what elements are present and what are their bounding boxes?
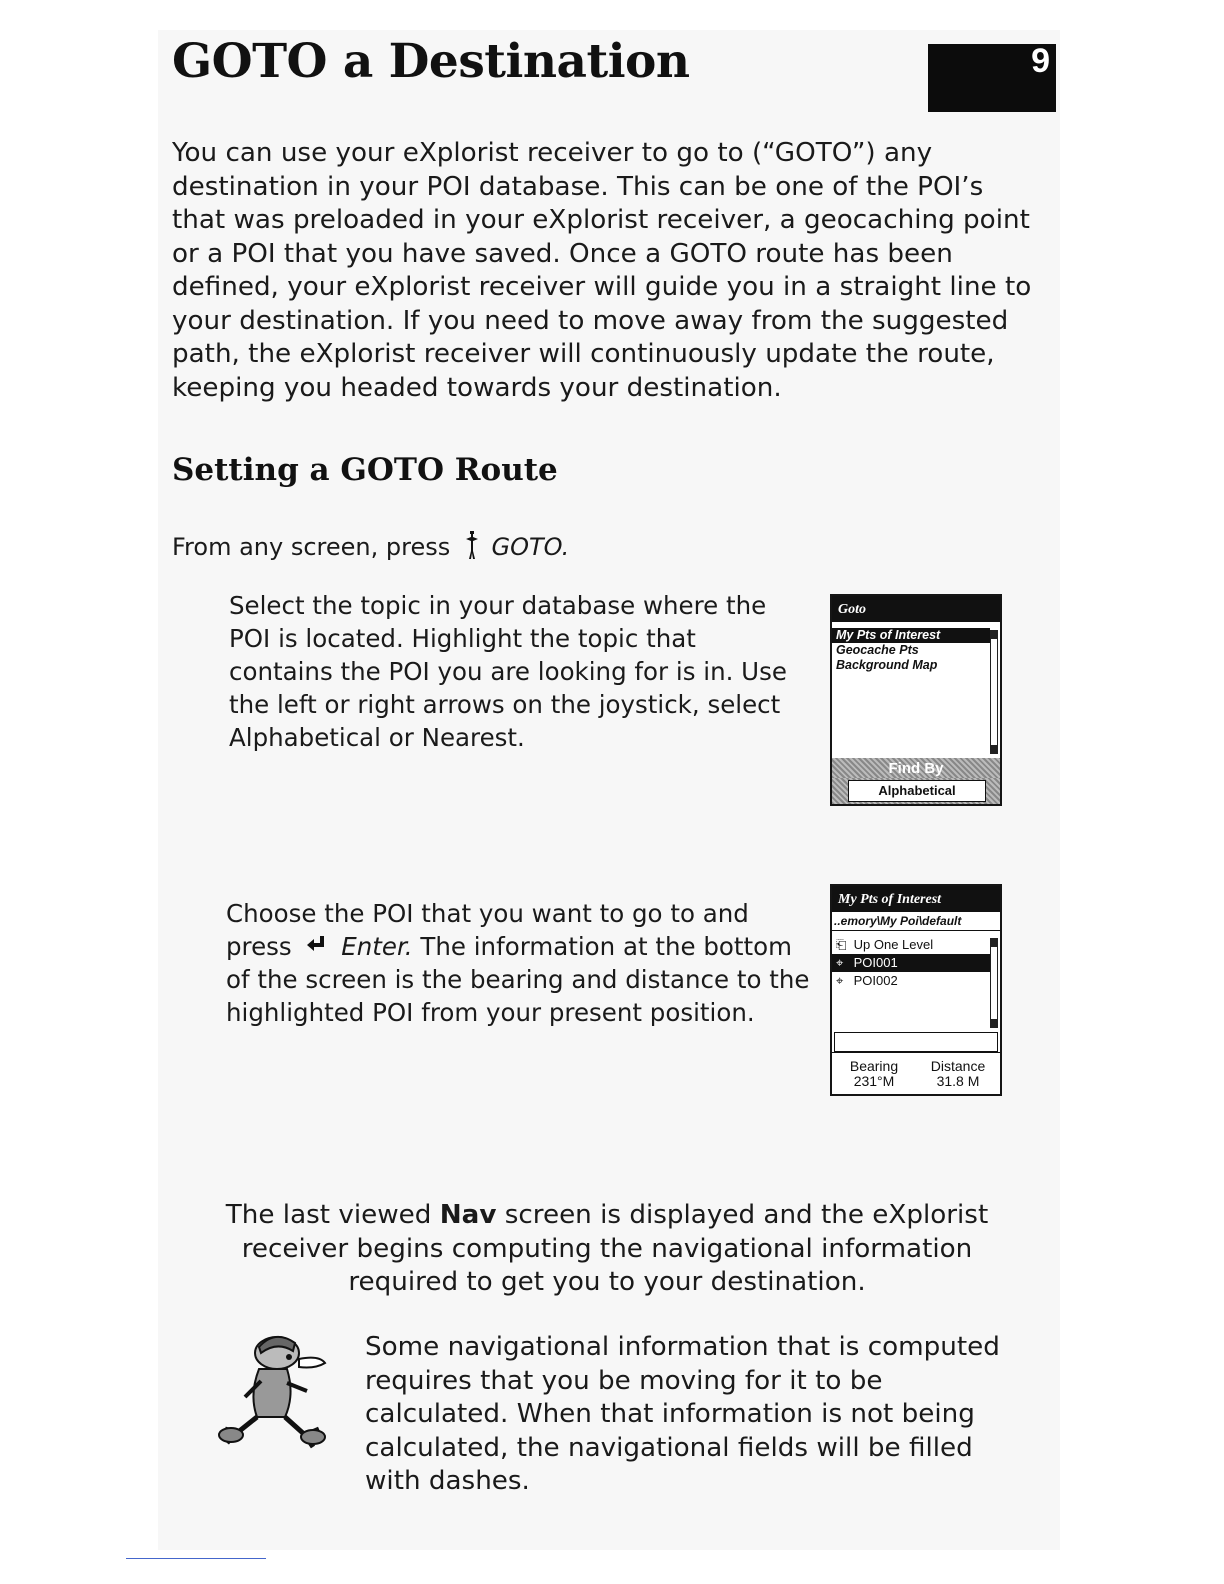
poi-scrollbar[interactable] — [990, 938, 998, 1028]
goto-key-icon — [464, 531, 480, 570]
find-by-label: Find By — [832, 758, 1000, 778]
topic-item[interactable]: Background Map — [836, 658, 938, 672]
topic-scrollbar[interactable] — [990, 630, 998, 754]
distance-value: 31.8 M — [936, 1073, 980, 1089]
poi-screen — [830, 884, 1002, 1096]
topic-item[interactable]: Geocache Pts — [836, 643, 919, 657]
topic-list — [832, 628, 1000, 673]
bearing-label: Bearing — [849, 1058, 899, 1074]
goto-screen-title: Goto — [832, 596, 1000, 622]
scrollbar-thumb-bottom — [991, 745, 997, 753]
poi-icon: ⌖ — [836, 973, 844, 988]
goto-screen — [830, 594, 1002, 806]
nav-text-bold: Nav — [439, 1200, 497, 1230]
nav-text-pre: The last viewed — [225, 1200, 440, 1230]
press-prefix: From any screen, press — [172, 533, 451, 561]
scrollbar-thumb-top — [991, 939, 997, 947]
nav-text-post: screen is displayed and the eXplorist receiver begins computing the navigational information required to get you to your destination. — [241, 1200, 989, 1297]
find-by-select[interactable]: Alphabetical — [848, 780, 986, 802]
enter-key-icon — [306, 930, 328, 963]
note-paragraph: Some navigational information that is computed requires that you be moving for it to be calculated. When that information is not being calculated, the navigational fields will be filled with dashes. — [365, 1332, 1000, 1496]
page-title: GOTO a Destination — [172, 34, 690, 89]
step2-suffix: The information at the bottom of the screen is the bearing and distance to the highlighted POI from your present position. — [226, 932, 810, 1027]
bearing-distance-panel — [832, 1052, 1000, 1094]
nav-screen-paragraph — [190, 1199, 1024, 1300]
mascot-illustration — [215, 1325, 333, 1455]
distance-readout — [918, 1059, 998, 1089]
chapter-tab — [928, 44, 1056, 112]
section-heading: Setting a GOTO Route — [172, 452, 558, 488]
poi-item[interactable] — [832, 972, 990, 990]
distance-label: Distance — [930, 1058, 986, 1074]
bearing-readout — [834, 1059, 914, 1089]
poi-info-field — [834, 1032, 998, 1052]
poi-icon: ⌖ — [836, 955, 844, 970]
scrollbar-thumb-top — [991, 631, 997, 639]
step2-prefix: Choose the POI that you want to go to and press — [226, 899, 749, 961]
poi-label: POI001 — [853, 955, 898, 970]
enter-key-label: Enter. — [341, 932, 413, 961]
up-one-level-label: Up One Level — [853, 937, 934, 952]
press-goto-instruction — [172, 530, 569, 570]
intro-paragraph: You can use your eXplorist receiver to go to (“GOTO”) any destination in your POI database. This can be one of the POI’s that was preloaded in your eXplorist receiver, a geocaching point or a POI that you have saved. Once a GOTO route has been defined, your eXplorist receiver will guide you in a straight line to your destination. If you need to move away from the suggested path, the eXplorist receiver will continuously update the route, keeping you headed towards your destination. — [172, 138, 1032, 403]
step-choose-poi — [226, 897, 816, 1029]
goto-key-label: GOTO. — [491, 533, 570, 561]
poi-list — [832, 936, 1000, 990]
poi-label: POI002 — [853, 973, 898, 988]
topic-item[interactable]: My Pts of Interest — [832, 628, 990, 643]
poi-screen-title: My Pts of Interest — [832, 886, 1000, 912]
bearing-value: 231°M — [853, 1073, 895, 1089]
poi-folder-path: ..emory\My Poi\default — [832, 912, 1000, 931]
folder-up-icon: ⎗ — [836, 937, 847, 952]
footer-rule — [126, 1558, 266, 1559]
up-one-level-item[interactable] — [832, 936, 990, 954]
chapter-number: 9 — [1031, 42, 1050, 80]
poi-item[interactable] — [832, 954, 990, 972]
step-select-topic: Select the topic in your database where the POI is located. Highlight the topic that contains the POI you are looking for is in. Use the left or right arrows on the joystick, select Alphabetical or Nearest. — [229, 591, 787, 752]
scrollbar-thumb-bottom — [991, 1019, 997, 1027]
